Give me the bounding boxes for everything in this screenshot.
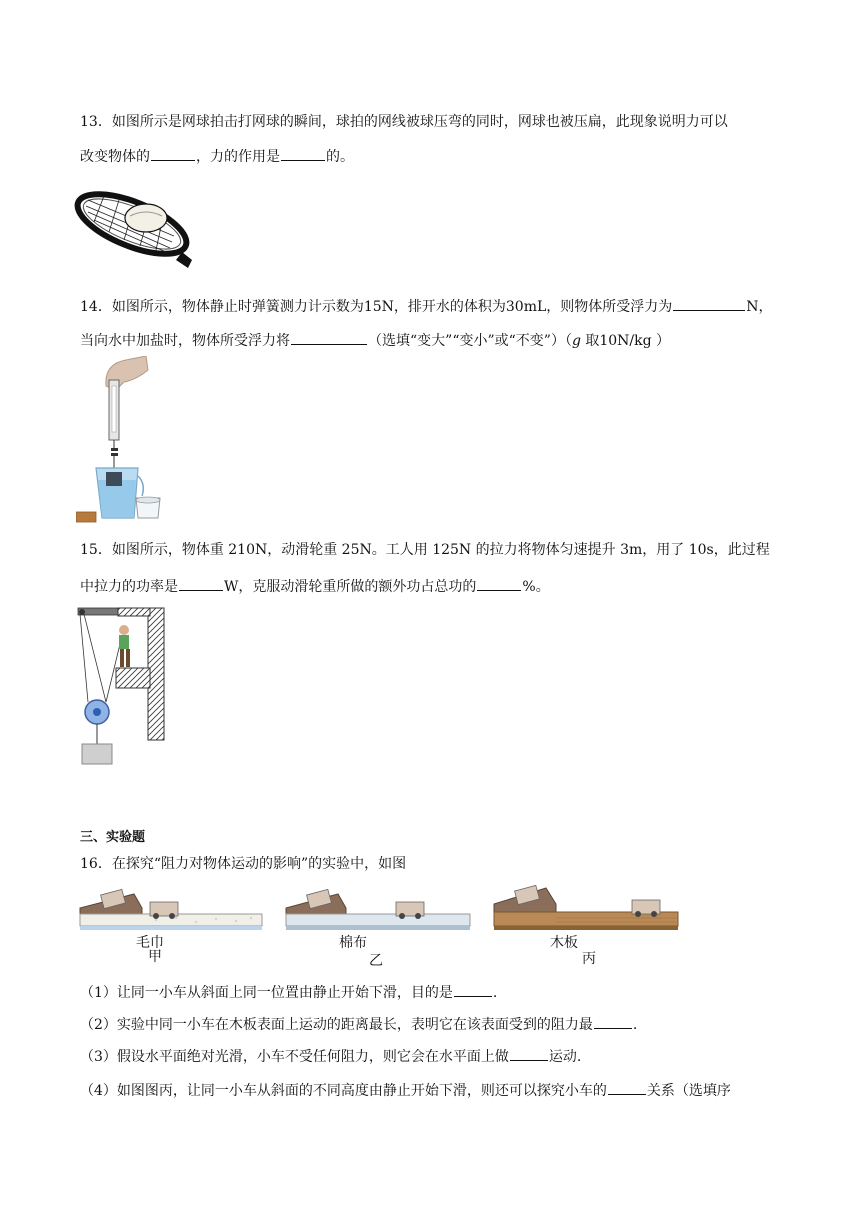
answer-blank[interactable]	[608, 1080, 646, 1095]
q16-sub4-end: 关系（选填序	[646, 1083, 731, 1099]
q13-text-b: ，力的作用是	[196, 149, 280, 165]
q14-text-a: 14．如图所示，物体静止时弹簧测力计示数为15N，排开水的体积为30mL，则物体所受浮力为	[80, 299, 673, 315]
section-title: 三、实验题	[80, 830, 146, 845]
panel-wood	[494, 885, 678, 930]
q16-sub2-text: （2）实验中同一小车在木板表面上运动的距离最长，表明它在该表面受到的阻力最	[80, 1017, 593, 1033]
surface-tag-yi: 乙	[369, 953, 383, 969]
q13-line-2	[80, 146, 354, 167]
tennis-racket-figure	[74, 180, 198, 272]
q15-line-2	[80, 576, 550, 597]
q16-sub-2	[80, 1014, 637, 1035]
q16-intro	[80, 854, 406, 874]
answer-blank[interactable]	[510, 1046, 548, 1061]
surface-label-cotton: 棉布	[339, 935, 367, 951]
q14-text-d: （选填“变大”“变小”或“不变”）（	[368, 333, 572, 349]
q16-intro-text: 16．在探究“阻力对物体运动的影响”的实验中，如图	[80, 856, 407, 872]
q15-text: 15．如图所示，物体重 210N，动滑轮重 25N。工人用 125N 的拉力将物体匀速提升 3m，用了 10s，此过程	[80, 542, 770, 558]
q13-text-c: 的。	[326, 149, 354, 165]
panel-cotton	[286, 889, 470, 930]
q16-sub-4	[80, 1080, 731, 1101]
q15-line-1	[80, 540, 770, 560]
q13-text: 13．如图所示是网球拍击打网球的瞬间，球拍的网线被球压弯的同时，网球也被压扁，此现象说明力可以	[80, 114, 728, 130]
answer-blank[interactable]	[151, 146, 195, 161]
q14-text-e: 取10N/kg ）	[580, 333, 671, 349]
q14-line-1	[80, 296, 773, 317]
answer-blank[interactable]	[477, 576, 521, 591]
surface-tag-bing: 丙	[582, 951, 596, 967]
answer-blank[interactable]	[291, 330, 367, 345]
q14-text-c: 当向水中加盐时，物体所受浮力将	[80, 333, 290, 349]
q15-text-a: 中拉力的功率是	[80, 579, 178, 595]
answer-blank[interactable]	[281, 146, 325, 161]
q13-line-1	[80, 112, 728, 132]
q16-sub-3	[80, 1046, 581, 1067]
friction-experiment-figure	[76, 884, 686, 936]
q15-text-b: W，克服动滑轮重所做的额外功占总功的	[224, 579, 477, 595]
g-symbol: g	[571, 333, 581, 349]
q14-line-2	[80, 330, 670, 351]
q14-text-b: N，	[746, 299, 773, 315]
q16-sub1-text: （1）让同一小车从斜面上同一位置由静止开始下滑，目的是	[80, 985, 453, 1001]
q16-sub2-end: .	[632, 1017, 638, 1033]
q16-sub3-text: （3）假设水平面绝对光滑，小车不受任何阻力，则它会在水平面上做	[80, 1049, 509, 1065]
q16-sub4-text: （4）如图图丙，让同一小车从斜面的不同高度由静止开始下滑，则还可以探究小车的	[80, 1083, 607, 1099]
answer-blank[interactable]	[454, 982, 492, 997]
answer-blank[interactable]	[673, 296, 745, 311]
q15-text-c: %。	[522, 579, 550, 595]
q16-sub1-end: .	[492, 985, 498, 1001]
panel-towel	[80, 889, 262, 930]
answer-blank[interactable]	[179, 576, 223, 591]
spring-scale-figure	[76, 356, 168, 526]
q13-text-a: 改变物体的	[80, 149, 150, 165]
answer-blank[interactable]	[594, 1014, 632, 1029]
surface-label-towel: 毛巾	[136, 935, 164, 951]
q16-sub-1	[80, 982, 497, 1003]
surface-label-wood: 木板	[550, 935, 578, 951]
surface-tag-jia: 甲	[148, 949, 162, 965]
q16-sub3-end: 运动.	[548, 1049, 582, 1065]
pulley-figure	[76, 604, 168, 772]
